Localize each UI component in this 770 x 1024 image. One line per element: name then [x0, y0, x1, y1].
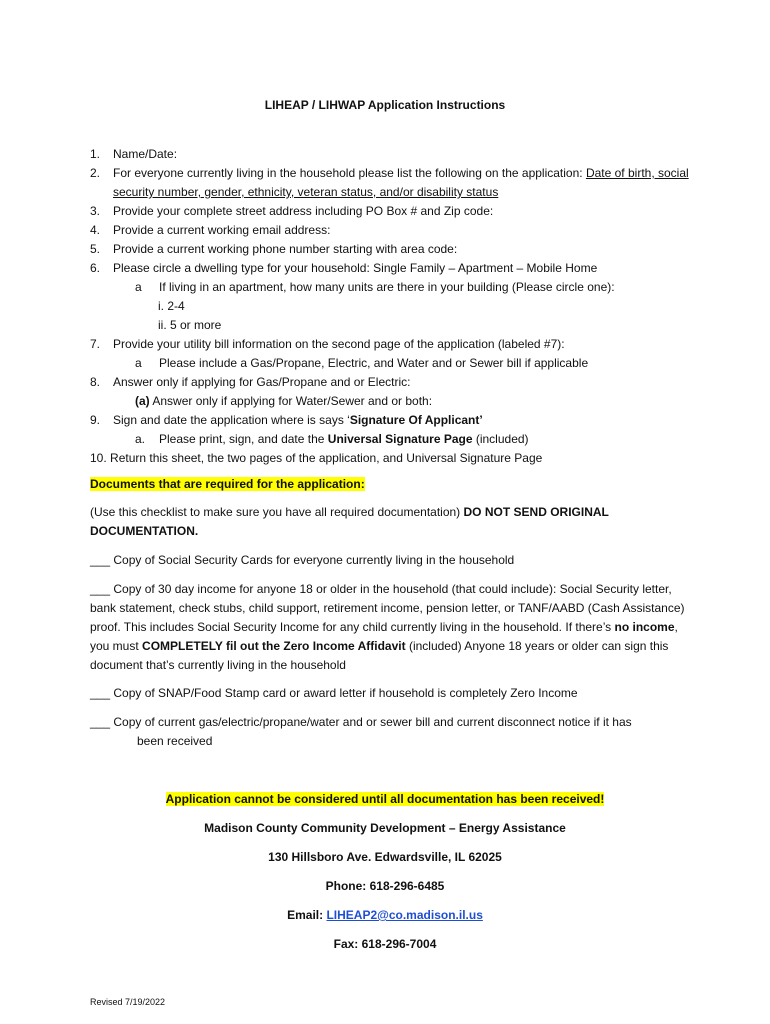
item-text: Sign and date the application where is says ‘ — [113, 413, 350, 427]
item-number: 9. — [90, 413, 101, 427]
list-item — [90, 240, 690, 259]
page-title: LIHEAP / LIHWAP Application Instructions — [264, 98, 506, 112]
sub-item — [90, 430, 690, 449]
org-email — [0, 906, 770, 925]
item-text-bold: Signature Of Applicant’ — [349, 413, 483, 427]
sub-item-letter: a — [135, 280, 142, 294]
email-label: Email: — [287, 908, 327, 922]
org-fax: Fax: 618-296-7004 — [333, 937, 437, 951]
item-number: 4. — [90, 223, 101, 237]
item-text: Name/Date: — [113, 147, 178, 161]
notice — [0, 790, 770, 809]
list-item — [90, 164, 690, 202]
list-item — [90, 373, 690, 392]
item-text: Provide your utility bill information on the second page of the application (labeled #7): — [113, 337, 565, 351]
sub-item-text-bold: Universal Signature Page — [327, 432, 473, 446]
item-text: Provide a current working email address: — [113, 223, 331, 237]
sub-item-text-post: (included) — [472, 432, 529, 446]
revised-date: Revised 7/19/2022 — [90, 997, 166, 1007]
checklist-utility-line2: been received — [137, 734, 213, 748]
org-phone: Phone: 618-296-6485 — [325, 879, 445, 893]
item-text: Provide your complete street address including PO Box # and Zip code: — [113, 204, 494, 218]
org-name: Madison County Community Development – Energy Assistance — [204, 821, 566, 835]
sub-item — [90, 354, 690, 373]
checklist-item-utility-bill — [90, 713, 690, 751]
item-text: Answer only if applying for Gas/Propane and or Electric: — [113, 375, 411, 389]
roman-item: ii. 5 or more — [158, 318, 222, 332]
checklist-income-affidavit: COMPLETELY fil out the Zero Income Affidavit — [142, 639, 406, 653]
checklist-note-bold: DO NOT SEND ORIGINAL DOCUMENTATION. — [90, 505, 609, 538]
sub-item-label: (a) — [135, 394, 150, 408]
sub-item — [90, 392, 690, 411]
list-item — [90, 259, 690, 278]
item-number: 8. — [90, 375, 101, 389]
sub-item — [90, 278, 690, 297]
sub-item-letter: a — [135, 356, 142, 370]
checklist-income-text-post: (included) Anyone 18 years or older can sign this document that’s currently living in the household — [90, 639, 669, 672]
item-text: For everyone currently living in the household please list the following on the application: — [113, 166, 586, 180]
checklist-item-income — [90, 580, 690, 675]
checklist-note-text: (Use this checklist to make sure you have all required documentation) — [90, 505, 464, 519]
list-item — [90, 335, 690, 354]
notice-text: Application cannot be considered until all documentation has been received! — [165, 792, 605, 806]
list-item — [90, 221, 690, 240]
checklist-item-snap: ___ Copy of SNAP/Food Stamp card or award letter if household is completely Zero Income — [90, 686, 578, 700]
list-item — [90, 145, 690, 164]
item-number: 10. — [90, 451, 107, 465]
item-number: 6. — [90, 261, 101, 275]
instructions-list — [90, 145, 690, 468]
sub-item-text: Please include a Gas/Propane, Electric, and Water and or Sewer bill if applicable — [159, 356, 589, 370]
checklist-item-ss-cards: ___ Copy of Social Security Cards for everyone currently living in the household — [90, 553, 515, 567]
sub-item-text: Answer only if applying for Water/Sewer and or both: — [149, 394, 433, 408]
checklist-utility-line1: ___ Copy of current gas/electric/propane/water and or sewer bill and current disconnect notice if it has — [90, 715, 632, 729]
list-item — [90, 411, 690, 430]
item-text: Return this sheet, the two pages of the application, and Universal Signature Page — [110, 451, 543, 465]
sub-item-text: If living in an apartment, how many units are there in your building (Please circle one): — [159, 280, 615, 294]
checklist-note — [90, 503, 690, 541]
email-link[interactable]: LIHEAP2@co.madison.il.us — [326, 908, 483, 922]
item-number: 3. — [90, 204, 101, 218]
item-number: 2. — [90, 166, 101, 180]
sub-item-text-pre: Please print, sign, and date the — [159, 432, 328, 446]
item-number: 7. — [90, 337, 101, 351]
org-address: 130 Hillsboro Ave. Edwardsville, IL 62025 — [268, 850, 502, 864]
item-text-underlined: Date of birth, social security number, gender, ethnicity, veteran status, and/or disability status — [113, 166, 689, 199]
roman-item: i. 2-4 — [158, 299, 185, 313]
sub-item-letter: a. — [135, 432, 146, 446]
checklist-income-text-mid: , you must — [90, 620, 678, 653]
item-number: 5. — [90, 242, 101, 256]
list-item — [90, 202, 690, 221]
item-text: Please circle a dwelling type for your household: Single Family – Apartment – Mobile Home — [113, 261, 598, 275]
checklist-income-text: ___ Copy of 30 day income for anyone 18 or older in the household (that could include): Social Security letter, bank statement, check stubs, child support, retirement income, pension letter, or TANF/AABD (Cash Assistance) proof. This includes Social Security Income for any child currently living in the household. If there’s — [90, 582, 685, 634]
list-item — [90, 449, 690, 468]
documents-heading-text: Documents that are required for the application: — [90, 477, 365, 491]
item-number: 1. — [90, 147, 101, 161]
documents-heading — [90, 475, 690, 494]
sub-item-text — [135, 430, 690, 449]
checklist-income-bold: no income — [614, 620, 675, 634]
item-text: Provide a current working phone number starting with area code: — [113, 242, 458, 256]
